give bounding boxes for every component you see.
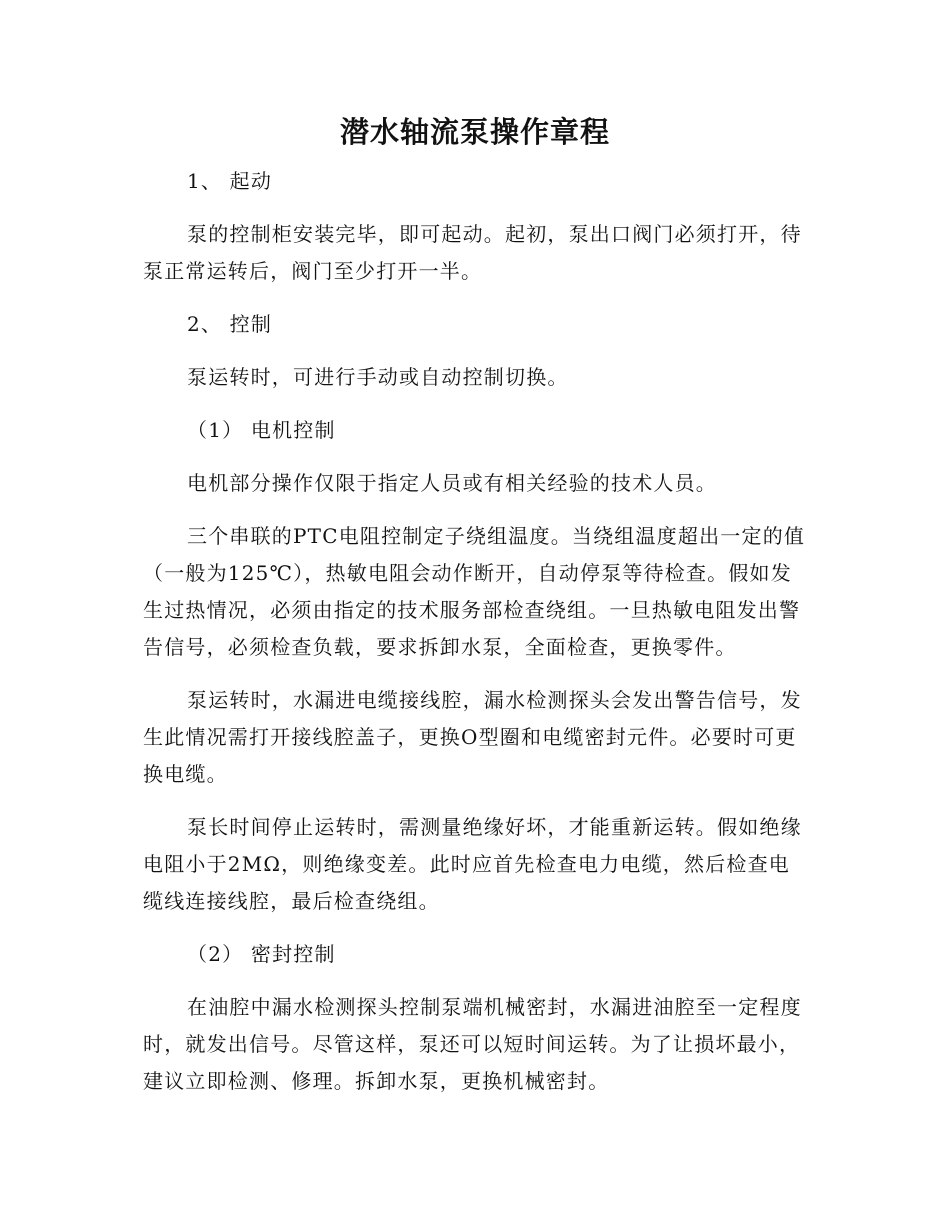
subheading-seal-control: （2） 密封控制: [187, 942, 336, 966]
document-title: 潜水轴流泵操作章程: [339, 115, 610, 149]
document-body: [143, 163, 808, 1116]
paragraph-start: 泵的控制柜安装完毕，即可起动。起初，泵出口阀门必须打开，待泵正常运转后，阀门至少打开一半。: [143, 222, 802, 283]
paragraph-motor-operator: 电机部分操作仅限于指定人员或有相关经验的技术人员。: [187, 471, 717, 495]
section-heading-start: 1、 起动: [187, 169, 273, 193]
section-heading-control: 2、 控制: [187, 312, 273, 336]
paragraph-control-intro: 泵运转时，可进行手动或自动控制切换。: [187, 365, 569, 389]
paragraph-ptc-temperature: 三个串联的PTC电阻控制定子绕组温度。当绕组温度超出一定的值（一般为125℃），热敏电阻会动作断开，自动停泵等待检查。假如发生过热情况，必须由指定的技术服务部检查绕组。一旦热敏电阻发出警告信号，必须检查负载，要求拆卸水泵，全面检查，更换零件。: [143, 524, 806, 659]
subheading-motor-control: （1） 电机控制: [187, 418, 336, 442]
paragraph-seal-leak: 在油腔中漏水检测探头控制泵端机械密封，水漏进油腔至一定程度时，就发出信号。尽管这样，泵还可以短时间运转。为了让损坏最小，建议立即检测、修理。拆卸水泵，更换机械密封。: [143, 995, 802, 1093]
paragraph-insulation: 泵长时间停止运转时，需测量绝缘好坏，才能重新运转。假如绝缘电阻小于2MΩ，则绝缘变差。此时应首先检查电力电缆，然后检查电缆线连接线腔，最后检查绕组。: [143, 815, 802, 913]
paragraph-cable-leak: 泵运转时，水漏进电缆接线腔，漏水检测探头会发出警告信号，发生此情况需打开接线腔盖子，更换O型圈和电缆密封元件。必要时可更换电缆。: [143, 688, 802, 786]
